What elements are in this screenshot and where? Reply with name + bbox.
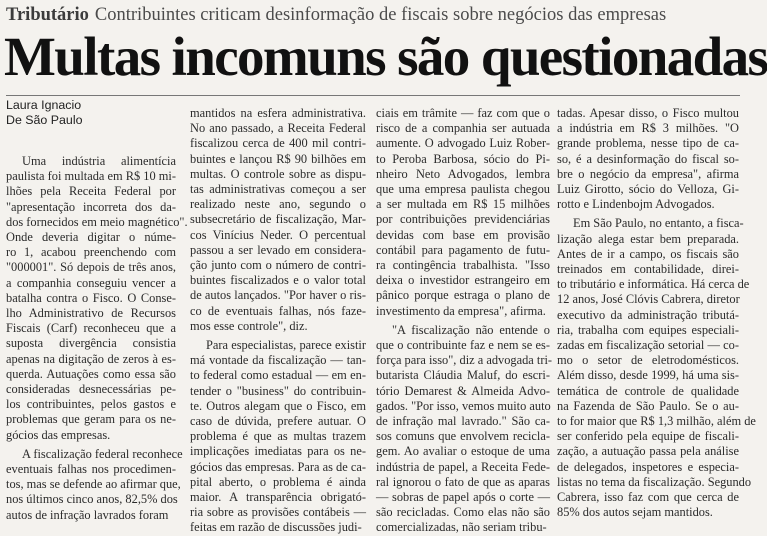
article-line: a companhia conseguiu vencer a: [6, 275, 176, 290]
article-line: mos esse controle", diz.: [190, 318, 308, 333]
article-line: Cabrera, isso faz com que cerca de: [557, 490, 739, 505]
article-line: batalha contra o Fisco. O Conse-: [6, 290, 176, 305]
article-line: indústria de papel, a Receita Fede-: [376, 459, 550, 474]
article-line: temática de controle de qualidade: [557, 383, 739, 398]
article-line: consideradas desnecessárias pe-: [6, 382, 176, 397]
article-line: paulista foi multada em R$ 10 mi-: [6, 169, 176, 184]
article-line: gem. Ao avaliar o estoque de uma: [376, 444, 550, 459]
article-line: "apresentação incorreta dos da-: [6, 199, 176, 214]
article-line: lho Administrativo de Recursos: [6, 306, 176, 321]
article-line: to federal como estadual — em en-: [190, 368, 366, 383]
article-line: maior. A transparência obrigató-: [190, 490, 366, 505]
article-line: de infração mal lavrado." São ca-: [376, 414, 550, 429]
article-line: a indústria em R$ 3 milhões. "O: [557, 121, 739, 136]
article-line: ra contingência trabalhista. "Isso: [376, 258, 550, 273]
article-line: ral ignorou o fato de que as aparas: [376, 474, 550, 489]
article-line: nos últimos cinco anos, 82,5% dos: [6, 492, 178, 507]
article-line: — sobras de papel após o corte —: [376, 490, 550, 505]
article-line: lhões pela Receita Federal por: [6, 184, 176, 199]
article-column-4: [557, 106, 756, 526]
article-line: aumente. O advogado Luiz Rober-: [376, 136, 550, 151]
article-line: tadas. Apesar disso, o Fisco multou: [557, 106, 739, 120]
article-line: buintes fiscalizados e o valor total: [190, 273, 366, 288]
article-line: risco de a companhia ser autuada: [376, 121, 550, 136]
article-line: eventuais falhas nos procedimen-: [6, 462, 176, 477]
article-line: que o contribuinte faz e nem se es-: [376, 338, 550, 353]
article-line: suposta divergência consistia: [6, 336, 176, 351]
article-line: zação, a autuação passa pela análise: [557, 444, 739, 459]
article-line: por contribuições previdenciárias: [376, 212, 550, 227]
article-line: to tributário e informática. Há cerca de: [557, 277, 750, 292]
article-line: A fiscalização federal reconhece: [22, 446, 183, 461]
article-line: má vontade da fiscalização — tan-: [190, 353, 366, 368]
article-line: sos comuns que envolvem recicla-: [376, 429, 550, 444]
article-line: contábil para pagamento de futu-: [376, 242, 550, 257]
byline-author: Laura Ignacio: [6, 98, 82, 112]
article-line: No ano passado, a Receita Federal: [190, 121, 366, 136]
article-line: Uma indústria alimentícia: [22, 154, 176, 168]
article-line: tos, mas se defende ao afirmar que,: [6, 477, 181, 492]
article-line: pânico porque estraga o plano de: [376, 288, 550, 303]
article-line: Luiz Girotto, sócio do Velloza, Gi-: [557, 182, 739, 197]
article-line: força para isso", diz a advogada tri-: [376, 353, 553, 368]
article-line: Em São Paulo, no entanto, a fisca-: [573, 216, 744, 231]
article-line: ser conferido pela equipe de fiscali-: [557, 429, 739, 444]
article-line: 85% dos autos sejam mantidos.: [557, 505, 713, 520]
kicker-line: [6, 4, 740, 26]
article-line: ro 1, acabou preenchendo com: [6, 245, 176, 260]
article-line: multas. O controle sobre as dispu-: [190, 166, 366, 181]
article-line: Para especialistas, parece existir: [206, 338, 366, 353]
headline-divider: [6, 95, 740, 96]
article-line: so, é a desinformação do fiscal so-: [557, 151, 739, 166]
article-line: querda. Autuações como essa são: [6, 366, 176, 381]
article-line: gócios das empresas. Para as de ca-: [190, 459, 366, 474]
article-line: investimento da empresa", afirma.: [376, 303, 546, 318]
article-line: dos fornecidos em meio magnético".: [6, 214, 188, 229]
article-column-1: [6, 154, 188, 526]
article-line: tender o "business" do contribuin-: [190, 383, 366, 398]
article-line: mo o setor de eletrodomésticos.: [557, 353, 739, 368]
article-line: to Peroba Barbosa, sócio do Pi-: [376, 151, 550, 166]
article-line: feitas em razão de discussões judi-: [190, 520, 362, 535]
article-line: Fiscais (Carf) reconheceu que a: [6, 321, 176, 336]
article-line: ria, trabalha com equipes especiali-: [557, 322, 739, 337]
article-line: de autos lançados. "Por haver o ris-: [190, 288, 366, 303]
article-line: fiscalizou cerca de 400 mil contri-: [190, 136, 366, 151]
article-column-3: [376, 106, 553, 535]
article-line: te. Outros alegam que o Fisco, em: [190, 398, 366, 413]
article-line: são recicladas. Como elas não são: [376, 505, 550, 520]
article-line: los contribuintes, pelos gastos e: [6, 397, 176, 412]
headline: Multas incomuns são questionadas: [4, 26, 767, 87]
article-line: 12 anos, José Clóvis Cabrera, diretor: [557, 292, 740, 307]
article-line: passou a ser levado em considera-: [190, 242, 366, 257]
article-line: cos Vinícius Neder. O percentual: [190, 227, 366, 242]
article-line: caso de dúvida, prefere autuar. O: [190, 414, 366, 429]
article-line: mantidos na esfera administrativa.: [190, 106, 366, 120]
section-label: Tributário: [6, 5, 89, 25]
article-column-2: [190, 106, 366, 535]
article-line: problema é que as multas trazem: [190, 429, 366, 444]
article-line: realizado neste ano, segundo o: [190, 197, 366, 212]
article-line: comercializadas, não seriam tribu-: [376, 520, 547, 535]
article-line: grande problema, nesse tipo de ca-: [557, 136, 739, 151]
article-line: devidas com base em provisão: [376, 227, 550, 242]
article-line: tório Demarest & Almeida Advo-: [376, 383, 550, 398]
article-line: ção junto com o número de contri-: [190, 258, 366, 273]
article-line: lização alega estar bem preparada.: [557, 231, 739, 246]
article-line: pital aberto, o problema é ainda: [190, 474, 366, 489]
article-line: butarista Cláudia Maluf, do escri-: [376, 368, 550, 383]
article-line: problemas que geram para os ne-: [6, 412, 176, 427]
article-line: nheiro Neto Advogados, lembra: [376, 166, 550, 181]
article-line: "000001". Só depois de três anos,: [6, 260, 176, 275]
article-line: apenas na digitação de zeros à es-: [6, 351, 176, 366]
subheadline: Contribuintes criticam desinformação de fiscais sobre negócios das empresas: [94, 5, 667, 25]
article-line: gócios das empresas.: [6, 427, 111, 442]
article-line: co de eventuais falhas, nós faze-: [190, 303, 366, 318]
article-line: ciais em trâmite — faz com que o: [376, 106, 550, 120]
article-line: executivo da administração tributá-: [557, 307, 739, 322]
article-line: a ser multada em R$ 15 milhões: [376, 197, 550, 212]
article-line: bre o negócio da empresa", afirma: [557, 166, 739, 181]
article-line: listas no tema da fiscalização. Segundo: [557, 474, 752, 489]
article-line: to for maior que R$ 1,3 milhão, além de: [557, 414, 756, 429]
article-line: rotto e Lindenbojm Advogados.: [557, 197, 715, 212]
article-line: treinados em contabilidade, direi-: [557, 262, 739, 277]
article-line: autos de infração lavrados foram: [6, 507, 169, 522]
article-line: de delegados, inspetores e especia-: [557, 459, 739, 474]
article-line: deixa o investidor estrangeiro em: [376, 273, 550, 288]
article-line: Além disso, desde 1999, há uma sis-: [557, 368, 739, 383]
article-line: implicações imediatas para os ne-: [190, 444, 366, 459]
article-line: Antes de ir a campo, os fiscais são: [557, 246, 739, 261]
article-line: na Fazenda de São Paulo. Se o au-: [557, 398, 739, 413]
article-line: ria sobre as provisões contábeis —: [190, 505, 366, 520]
byline-location: De São Paulo: [6, 113, 83, 127]
article-line: gados. "Por isso, vemos muito auto: [376, 398, 551, 413]
article-line: tas administrativas começou a ser: [190, 182, 366, 197]
article-line: zadas em fiscalização setorial — co-: [557, 338, 739, 353]
article-line: Onde deveria digitar o núme-: [6, 230, 176, 245]
article-line: subsecretário de fiscalização, Mar-: [190, 212, 366, 227]
article-line: que uma empresa paulista chegou: [376, 182, 550, 197]
article-line: "A fiscalização não entende o: [392, 322, 550, 337]
article-line: buintes e lançou R$ 90 bilhões em: [190, 151, 366, 166]
